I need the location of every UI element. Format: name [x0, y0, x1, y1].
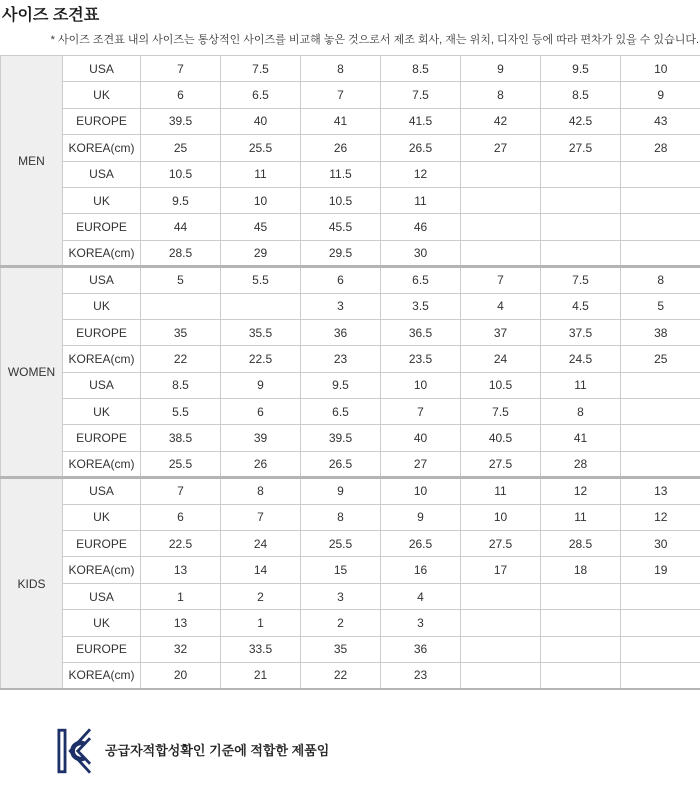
kc-certification-footer [57, 728, 700, 774]
size-value-cell: 33.5 [221, 636, 301, 662]
size-value-cell: 8.5 [141, 372, 221, 398]
size-value-cell: 37.5 [541, 319, 621, 345]
size-value-cell: 7 [381, 399, 461, 425]
size-value-cell: 12 [541, 478, 621, 504]
row-label-cell: EUROPE [63, 214, 141, 240]
size-value-cell [541, 662, 621, 688]
size-value-cell: 27.5 [461, 451, 541, 477]
size-value-cell: 10.5 [461, 372, 541, 398]
size-value-cell: 5 [621, 293, 700, 319]
size-value-cell: 10 [621, 56, 700, 82]
table-row [1, 425, 700, 451]
size-value-cell: 5 [141, 267, 221, 293]
size-value-cell: 22 [141, 346, 221, 372]
size-table-note: * 사이즈 조견표 내의 사이즈는 통상적인 사이즈를 비교해 놓은 것으로서 제조 회사, 재는 위치, 디자인 등에 따라 편차가 있을 수 있습니다. [50, 34, 699, 46]
size-value-cell: 2 [301, 610, 381, 636]
table-row [1, 108, 700, 134]
table-row [1, 610, 700, 636]
size-value-cell: 8 [541, 399, 621, 425]
table-row [1, 267, 700, 293]
size-value-cell: 8.5 [381, 56, 461, 82]
size-value-cell [621, 399, 700, 425]
table-row [1, 372, 700, 398]
table-row [1, 504, 700, 530]
size-value-cell: 10 [381, 478, 461, 504]
size-value-cell: 25.5 [141, 451, 221, 477]
size-value-cell [541, 636, 621, 662]
size-value-cell: 24.5 [541, 346, 621, 372]
size-value-cell: 9.5 [141, 187, 221, 213]
size-value-cell: 8 [461, 82, 541, 108]
size-value-cell [621, 636, 700, 662]
size-value-cell: 35.5 [221, 319, 301, 345]
size-value-cell [541, 161, 621, 187]
size-value-cell [621, 161, 700, 187]
size-value-cell [621, 214, 700, 240]
row-label-cell: KOREA(cm) [63, 557, 141, 583]
size-value-cell: 8 [221, 478, 301, 504]
row-label-cell: EUROPE [63, 108, 141, 134]
size-conversion-table [0, 55, 700, 690]
size-value-cell: 35 [301, 636, 381, 662]
size-value-cell: 22 [301, 662, 381, 688]
table-row [1, 56, 700, 82]
size-value-cell: 2 [221, 583, 301, 609]
size-value-cell: 16 [381, 557, 461, 583]
size-value-cell [461, 240, 541, 266]
size-value-cell: 28 [621, 135, 700, 161]
size-value-cell [621, 662, 700, 688]
row-label-cell: USA [63, 56, 141, 82]
table-row [1, 636, 700, 662]
size-value-cell: 26.5 [381, 531, 461, 557]
size-value-cell: 11 [381, 187, 461, 213]
size-value-cell: 19 [621, 557, 700, 583]
size-value-cell: 3.5 [381, 293, 461, 319]
size-value-cell: 9.5 [301, 372, 381, 398]
size-value-cell: 26 [301, 135, 381, 161]
row-label-cell: USA [63, 478, 141, 504]
size-value-cell: 20 [141, 662, 221, 688]
size-value-cell: 11 [221, 161, 301, 187]
table-row [1, 583, 700, 609]
size-value-cell: 4.5 [541, 293, 621, 319]
size-value-cell: 41.5 [381, 108, 461, 134]
size-value-cell: 30 [621, 531, 700, 557]
size-value-cell: 22.5 [221, 346, 301, 372]
table-row [1, 399, 700, 425]
size-value-cell [621, 425, 700, 451]
size-value-cell: 5.5 [221, 267, 301, 293]
size-value-cell: 24 [461, 346, 541, 372]
size-value-cell: 45 [221, 214, 301, 240]
size-value-cell [221, 293, 301, 319]
size-value-cell: 45.5 [301, 214, 381, 240]
size-value-cell: 22.5 [141, 531, 221, 557]
size-value-cell [621, 583, 700, 609]
size-value-cell: 18 [541, 557, 621, 583]
row-label-cell: KOREA(cm) [63, 451, 141, 477]
size-value-cell: 25.5 [301, 531, 381, 557]
table-row [1, 161, 700, 187]
size-value-cell: 28.5 [141, 240, 221, 266]
size-value-cell: 6 [141, 504, 221, 530]
size-value-cell: 12 [381, 161, 461, 187]
size-value-cell: 24 [221, 531, 301, 557]
size-value-cell: 11 [541, 372, 621, 398]
table-row [1, 214, 700, 240]
size-value-cell [621, 451, 700, 477]
size-value-cell: 7 [301, 82, 381, 108]
row-label-cell: USA [63, 372, 141, 398]
size-value-cell: 3 [301, 583, 381, 609]
size-value-cell: 7 [141, 56, 221, 82]
size-value-cell: 39 [221, 425, 301, 451]
table-row [1, 557, 700, 583]
size-value-cell: 28 [541, 451, 621, 477]
size-value-cell: 23.5 [381, 346, 461, 372]
size-value-cell: 4 [461, 293, 541, 319]
size-value-cell: 7 [221, 504, 301, 530]
size-value-cell: 6 [301, 267, 381, 293]
size-value-cell: 6.5 [381, 267, 461, 293]
kc-certification-text: 공급자적합성확인 기준에 적합한 제품임 [105, 742, 330, 758]
size-value-cell: 9 [621, 82, 700, 108]
row-label-cell: UK [63, 399, 141, 425]
size-value-cell: 7.5 [221, 56, 301, 82]
size-value-cell [541, 214, 621, 240]
size-value-cell: 10.5 [141, 161, 221, 187]
row-label-cell: KOREA(cm) [63, 346, 141, 372]
size-value-cell: 28.5 [541, 531, 621, 557]
table-row [1, 82, 700, 108]
size-value-cell: 9.5 [541, 56, 621, 82]
size-value-cell: 29 [221, 240, 301, 266]
size-value-cell: 7.5 [461, 399, 541, 425]
row-label-cell: KOREA(cm) [63, 240, 141, 266]
size-value-cell [541, 240, 621, 266]
size-value-cell: 8.5 [541, 82, 621, 108]
size-value-cell: 9 [301, 478, 381, 504]
size-value-cell: 8 [301, 504, 381, 530]
size-value-cell [621, 187, 700, 213]
size-value-cell [461, 583, 541, 609]
size-value-cell: 27.5 [541, 135, 621, 161]
size-value-cell: 40.5 [461, 425, 541, 451]
size-value-cell: 10.5 [301, 187, 381, 213]
size-value-cell: 40 [221, 108, 301, 134]
size-value-cell [461, 214, 541, 240]
size-value-cell: 15 [301, 557, 381, 583]
size-value-cell: 6.5 [221, 82, 301, 108]
page-title: 사이즈 조견표 [2, 7, 100, 24]
row-label-cell: UK [63, 187, 141, 213]
row-label-cell: EUROPE [63, 531, 141, 557]
size-value-cell [461, 187, 541, 213]
table-row [1, 451, 700, 477]
size-value-cell: 38.5 [141, 425, 221, 451]
size-value-cell [461, 636, 541, 662]
size-value-cell: 10 [221, 187, 301, 213]
size-value-cell: 38 [621, 319, 700, 345]
section-label-women: WOMEN [1, 267, 63, 478]
size-value-cell: 10 [381, 372, 461, 398]
size-value-cell: 8 [621, 267, 700, 293]
size-value-cell: 26 [221, 451, 301, 477]
size-value-cell: 7.5 [381, 82, 461, 108]
size-value-cell: 25 [621, 346, 700, 372]
size-value-cell: 36 [301, 319, 381, 345]
size-value-cell: 42.5 [541, 108, 621, 134]
row-label-cell: EUROPE [63, 425, 141, 451]
size-value-cell [141, 293, 221, 319]
size-value-cell: 44 [141, 214, 221, 240]
size-value-cell [461, 662, 541, 688]
size-value-cell: 23 [381, 662, 461, 688]
size-value-cell: 9 [461, 56, 541, 82]
size-value-cell: 6 [221, 399, 301, 425]
size-value-cell: 32 [141, 636, 221, 662]
size-value-cell: 13 [141, 610, 221, 636]
size-value-cell: 3 [381, 610, 461, 636]
size-value-cell [541, 187, 621, 213]
size-value-cell: 4 [381, 583, 461, 609]
size-value-cell: 27 [461, 135, 541, 161]
row-label-cell: EUROPE [63, 319, 141, 345]
row-label-cell: USA [63, 583, 141, 609]
size-value-cell: 41 [541, 425, 621, 451]
table-row [1, 187, 700, 213]
size-value-cell [541, 610, 621, 636]
size-value-cell: 9 [381, 504, 461, 530]
size-value-cell: 39.5 [141, 108, 221, 134]
size-value-cell: 11 [541, 504, 621, 530]
size-value-cell: 23 [301, 346, 381, 372]
size-table-body [1, 56, 700, 689]
size-value-cell: 11.5 [301, 161, 381, 187]
size-value-cell: 37 [461, 319, 541, 345]
size-value-cell: 17 [461, 557, 541, 583]
size-value-cell: 27 [381, 451, 461, 477]
size-value-cell: 41 [301, 108, 381, 134]
row-label-cell: EUROPE [63, 636, 141, 662]
size-value-cell: 11 [461, 478, 541, 504]
size-value-cell: 10 [461, 504, 541, 530]
row-label-cell: KOREA(cm) [63, 135, 141, 161]
size-value-cell: 6.5 [301, 399, 381, 425]
size-value-cell [461, 161, 541, 187]
size-value-cell: 40 [381, 425, 461, 451]
size-value-cell: 29.5 [301, 240, 381, 266]
row-label-cell: UK [63, 610, 141, 636]
size-value-cell: 13 [141, 557, 221, 583]
size-value-cell [541, 583, 621, 609]
size-value-cell [461, 610, 541, 636]
size-value-cell: 3 [301, 293, 381, 319]
size-value-cell: 39.5 [301, 425, 381, 451]
size-value-cell: 30 [381, 240, 461, 266]
table-row [1, 319, 700, 345]
size-value-cell: 9 [221, 372, 301, 398]
row-label-cell: UK [63, 504, 141, 530]
size-value-cell: 36 [381, 636, 461, 662]
size-value-cell: 21 [221, 662, 301, 688]
size-value-cell: 12 [621, 504, 700, 530]
size-value-cell: 1 [141, 583, 221, 609]
size-value-cell: 7 [141, 478, 221, 504]
table-row [1, 662, 700, 688]
size-value-cell: 5.5 [141, 399, 221, 425]
table-row [1, 478, 700, 504]
table-row [1, 346, 700, 372]
size-value-cell [621, 610, 700, 636]
row-label-cell: USA [63, 161, 141, 187]
section-label-kids: KIDS [1, 478, 63, 689]
size-value-cell: 25 [141, 135, 221, 161]
size-value-cell: 27.5 [461, 531, 541, 557]
table-row [1, 293, 700, 319]
size-value-cell [621, 240, 700, 266]
section-label-men: MEN [1, 56, 63, 267]
size-value-cell: 14 [221, 557, 301, 583]
size-value-cell: 42 [461, 108, 541, 134]
size-value-cell [621, 372, 700, 398]
size-value-cell: 46 [381, 214, 461, 240]
size-value-cell: 25.5 [221, 135, 301, 161]
size-value-cell: 13 [621, 478, 700, 504]
row-label-cell: UK [63, 293, 141, 319]
row-label-cell: UK [63, 82, 141, 108]
size-value-cell: 8 [301, 56, 381, 82]
row-label-cell: KOREA(cm) [63, 662, 141, 688]
table-row [1, 135, 700, 161]
size-value-cell: 7.5 [541, 267, 621, 293]
kc-certification-icon [57, 728, 91, 774]
size-value-cell: 6 [141, 82, 221, 108]
size-value-cell: 43 [621, 108, 700, 134]
size-value-cell: 26.5 [301, 451, 381, 477]
size-value-cell: 26.5 [381, 135, 461, 161]
table-row [1, 240, 700, 266]
row-label-cell: USA [63, 267, 141, 293]
size-value-cell: 7 [461, 267, 541, 293]
size-value-cell: 35 [141, 319, 221, 345]
size-value-cell: 1 [221, 610, 301, 636]
table-row [1, 531, 700, 557]
size-value-cell: 36.5 [381, 319, 461, 345]
